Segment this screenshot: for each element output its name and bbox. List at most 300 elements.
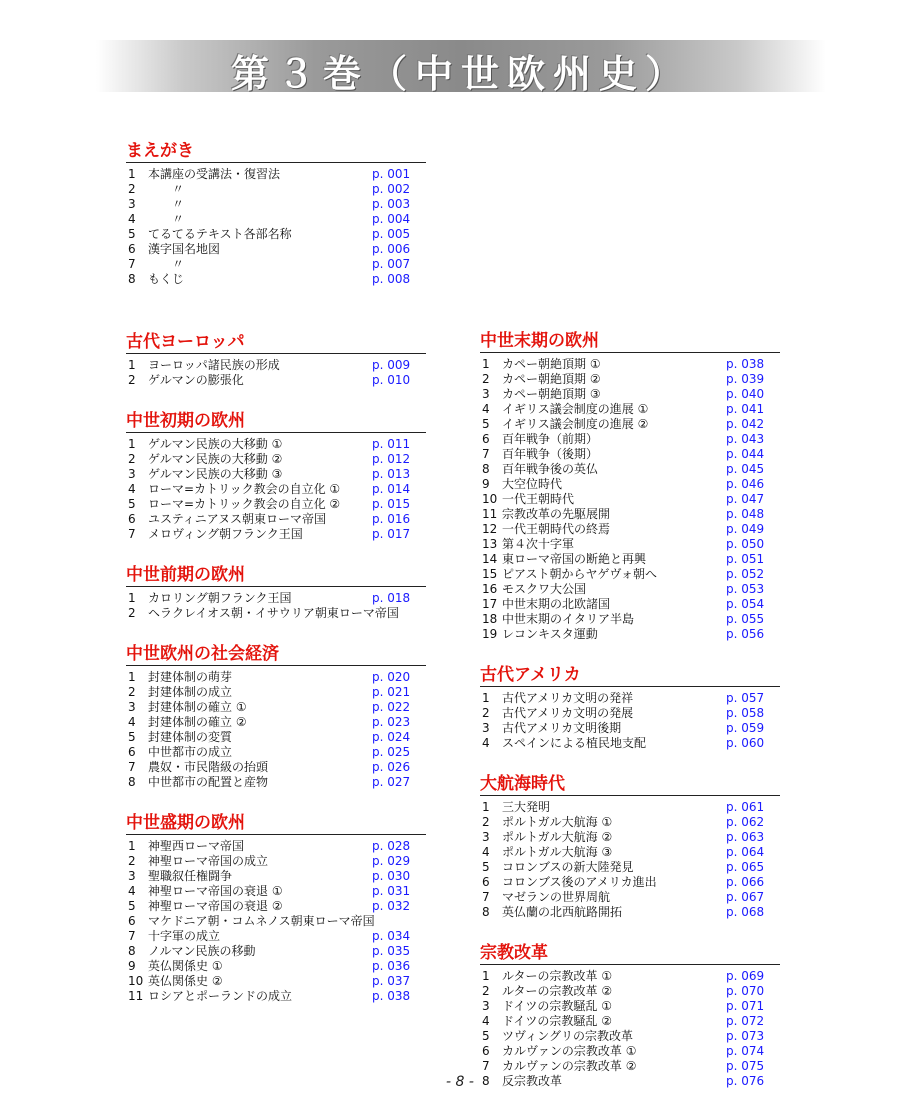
- entry-title: ルターの宗教改革 ①: [502, 969, 613, 983]
- toc-entry[interactable]: [126, 700, 426, 715]
- entry-title: ポルトガル大航海 ①: [502, 815, 613, 829]
- entry-number: 7: [128, 760, 136, 774]
- entry-title: 〃: [148, 212, 185, 226]
- entry-title: レコンキスタ運動: [502, 627, 598, 641]
- entry-number: 1: [128, 358, 136, 372]
- entry-number: 6: [128, 242, 136, 256]
- entry-title: イギリス議会制度の進展 ②: [502, 417, 649, 431]
- entry-number: 1: [128, 437, 136, 451]
- entry-number: 8: [482, 905, 490, 919]
- title-banner: [96, 40, 826, 96]
- toc-entry[interactable]: [480, 387, 780, 402]
- entry-page: p. 047: [726, 492, 765, 506]
- entry-title: 本講座の受講法・復習法: [148, 167, 281, 181]
- section-heading: 中世盛期の欧州: [126, 808, 426, 835]
- toc-entry[interactable]: [480, 905, 780, 920]
- entry-number: 3: [482, 387, 490, 401]
- toc-entry[interactable]: [480, 537, 780, 552]
- entry-number: 6: [482, 875, 490, 889]
- entry-page: p. 038: [372, 989, 411, 1003]
- page-title: 第３巻（中世欧州史）: [230, 52, 691, 96]
- entry-number: 1: [482, 357, 490, 371]
- entry-page: p. 039: [726, 372, 765, 386]
- entry-title: 漢字国名地図: [148, 242, 221, 256]
- toc-section: [126, 808, 426, 1004]
- entry-page: p. 037: [372, 974, 411, 988]
- entry-title: 第４次十字軍: [502, 537, 575, 551]
- toc-entry[interactable]: [480, 417, 780, 432]
- toc-entry[interactable]: [480, 706, 780, 721]
- entry-title: ローマ=カトリック教会の自立化 ②: [148, 497, 341, 511]
- toc-entry[interactable]: [126, 242, 426, 257]
- entry-page: p. 069: [726, 969, 765, 983]
- entry-page: p. 028: [372, 839, 411, 853]
- entry-number: 6: [482, 1044, 490, 1058]
- entry-title: ポルトガル大航海 ②: [502, 830, 613, 844]
- entry-page: p. 051: [726, 552, 765, 566]
- toc-entry[interactable]: [126, 197, 426, 212]
- entry-page: p. 012: [372, 452, 411, 466]
- entry-number: 2: [128, 685, 136, 699]
- entry-page: p. 048: [726, 507, 765, 521]
- entry-number: 3: [482, 999, 490, 1013]
- toc-section: [480, 660, 780, 751]
- entry-title: カルヴァンの宗教改革 ①: [502, 1044, 637, 1058]
- toc-entry[interactable]: [480, 721, 780, 736]
- toc-section: [126, 560, 426, 621]
- toc-entry[interactable]: [480, 567, 780, 582]
- entry-page: p. 022: [372, 700, 411, 714]
- entry-title: 中世都市の成立: [148, 745, 233, 759]
- toc-entry[interactable]: [480, 845, 780, 860]
- entry-number: 18: [482, 612, 498, 626]
- toc-entry[interactable]: [126, 929, 426, 944]
- entry-number: 10: [482, 492, 498, 506]
- section-heading: まえがき: [126, 136, 426, 163]
- toc-entry[interactable]: [480, 1044, 780, 1059]
- entry-number: 7: [482, 447, 490, 461]
- entry-title: コロンブスの新大陸発見: [502, 860, 634, 874]
- entry-number: 2: [128, 452, 136, 466]
- toc-entry[interactable]: [480, 969, 780, 984]
- entry-number: 3: [128, 197, 136, 211]
- toc-entry[interactable]: [480, 984, 780, 999]
- entry-title: ヘラクレイオス朝・イサウリア朝東ローマ帝国: [148, 606, 399, 620]
- entry-number: 4: [128, 212, 136, 226]
- entry-number: 2: [128, 606, 136, 620]
- entry-number: 4: [482, 845, 490, 859]
- entry-title: 封建体制の萌芽: [148, 670, 233, 684]
- entry-number: 8: [128, 775, 136, 789]
- toc-entry[interactable]: [480, 507, 780, 522]
- entry-page: p. 055: [726, 612, 765, 626]
- entry-number: 2: [128, 182, 136, 196]
- entry-title: 英仏関係史 ①: [148, 959, 223, 973]
- section-heading: 中世末期の欧州: [480, 326, 780, 353]
- entry-title: 〃: [148, 197, 185, 211]
- entry-title: コロンブス後のアメリカ進出: [502, 875, 657, 889]
- toc-section: [126, 639, 426, 790]
- entry-page: p. 057: [726, 691, 765, 705]
- entry-title: 中世都市の配置と産物: [148, 775, 269, 789]
- entry-page: p. 052: [726, 567, 765, 581]
- entry-page: p. 064: [726, 845, 765, 859]
- toc-entry[interactable]: [480, 522, 780, 537]
- entry-number: 12: [482, 522, 498, 536]
- entry-number: 13: [482, 537, 498, 551]
- entry-title: カロリング朝フランク王国: [148, 591, 292, 605]
- toc-entry[interactable]: [480, 800, 780, 815]
- entry-number: 19: [482, 627, 498, 641]
- toc-entry[interactable]: [480, 462, 780, 477]
- toc-entry[interactable]: [480, 1014, 780, 1029]
- entry-page: p. 070: [726, 984, 765, 998]
- entry-title: 百年戦争後の英仏: [502, 462, 599, 476]
- toc-entry[interactable]: [480, 736, 780, 751]
- entry-number: 5: [128, 227, 136, 241]
- entry-title: スペインによる植民地支配: [502, 736, 647, 750]
- entry-title: ドイツの宗教騒乱 ①: [502, 999, 612, 1013]
- entry-title: ピアスト朝からヤゲヴォ朝へ: [502, 567, 658, 581]
- toc-entry[interactable]: [480, 582, 780, 597]
- toc-entry[interactable]: [126, 606, 426, 621]
- toc-entry[interactable]: [480, 402, 780, 417]
- toc-entry[interactable]: [480, 890, 780, 905]
- entry-title: ゲルマン民族の大移動 ③: [148, 467, 283, 481]
- entry-page: p. 038: [726, 357, 765, 371]
- toc-entry[interactable]: [480, 860, 780, 875]
- entry-title: 英仏関係史 ②: [148, 974, 223, 988]
- toc-entry[interactable]: [480, 875, 780, 890]
- entry-number: 2: [482, 372, 490, 386]
- toc-entry[interactable]: [126, 358, 426, 373]
- entry-title: 中世末期の北欧諸国: [502, 597, 611, 611]
- toc-entry[interactable]: [126, 257, 426, 272]
- entry-page: p. 072: [726, 1014, 765, 1028]
- entry-title: 古代アメリカ文明の発祥: [502, 691, 634, 705]
- entry-number: 7: [128, 527, 136, 541]
- entry-page: p. 004: [372, 212, 411, 226]
- entry-number: 16: [482, 582, 498, 596]
- toc-entry[interactable]: [126, 452, 426, 467]
- entry-title: ツヴィングリの宗教改革: [502, 1029, 634, 1043]
- entry-page: p. 010: [372, 373, 411, 387]
- entry-page: p. 020: [372, 670, 411, 684]
- toc-entry[interactable]: [126, 272, 426, 287]
- toc-entry[interactable]: [480, 691, 780, 706]
- toc-entry[interactable]: [480, 357, 780, 372]
- entry-title: マケドニア朝・コムネノス朝東ローマ帝国: [148, 914, 375, 928]
- toc-entry[interactable]: [126, 959, 426, 974]
- entry-number: 6: [482, 432, 490, 446]
- entry-title: 神聖ローマ帝国の衰退 ②: [148, 899, 283, 913]
- entry-page: p. 031: [372, 884, 411, 898]
- entry-page: p. 026: [372, 760, 411, 774]
- entry-page: p. 030: [372, 869, 411, 883]
- entry-number: 5: [128, 497, 136, 511]
- toc-entry[interactable]: [480, 1059, 780, 1074]
- section-heading: 宗教改革: [480, 938, 780, 965]
- entry-number: 3: [128, 467, 136, 481]
- entry-page: p. 003: [372, 197, 411, 211]
- entry-title: 封建体制の確立 ①: [148, 700, 247, 714]
- entry-number: 4: [128, 715, 136, 729]
- entry-number: 1: [482, 969, 490, 983]
- entry-number: 5: [482, 860, 490, 874]
- entry-title: 古代アメリカ文明の発展: [502, 706, 634, 720]
- entry-title: 三大発明: [502, 800, 551, 814]
- entry-number: 1: [128, 839, 136, 853]
- toc-entry[interactable]: [480, 477, 780, 492]
- toc-entry[interactable]: [126, 745, 426, 760]
- entry-page: p. 013: [372, 467, 411, 481]
- toc-section: [126, 327, 426, 388]
- entry-number: 4: [482, 736, 490, 750]
- toc-entry[interactable]: [126, 212, 426, 227]
- entry-title: 東ローマ帝国の断絶と再興: [502, 552, 647, 566]
- entry-number: 6: [128, 914, 136, 928]
- entry-number: 4: [482, 1014, 490, 1028]
- entry-number: 5: [128, 899, 136, 913]
- toc-entry[interactable]: [126, 512, 426, 527]
- toc-entry[interactable]: [126, 730, 426, 745]
- entry-page: p. 046: [726, 477, 765, 491]
- toc-section: [480, 769, 780, 920]
- entry-page: p. 061: [726, 800, 765, 814]
- entry-number: 6: [128, 745, 136, 759]
- entry-page: p. 007: [372, 257, 411, 271]
- entry-page: p. 049: [726, 522, 765, 536]
- entry-page: p. 073: [726, 1029, 765, 1043]
- entry-page: p. 054: [726, 597, 765, 611]
- left-column: [126, 136, 426, 1022]
- entry-page: p. 045: [726, 462, 765, 476]
- entry-number: 2: [128, 373, 136, 387]
- entry-number: 11: [128, 989, 144, 1003]
- entry-number: 4: [128, 884, 136, 898]
- toc-entry[interactable]: [126, 839, 426, 854]
- entry-number: 7: [482, 890, 490, 904]
- entry-number: 5: [482, 1029, 490, 1043]
- entry-page: p. 040: [726, 387, 765, 401]
- entry-page: p. 056: [726, 627, 765, 641]
- entry-page: p. 027: [372, 775, 411, 789]
- toc-entry[interactable]: [480, 597, 780, 612]
- section-heading: 中世初期の欧州: [126, 406, 426, 433]
- entry-number: 4: [482, 402, 490, 416]
- entry-number: 10: [128, 974, 144, 988]
- entry-page: p. 071: [726, 999, 765, 1013]
- toc-entry[interactable]: [126, 373, 426, 388]
- entry-page: p. 060: [726, 736, 765, 750]
- entry-page: p. 053: [726, 582, 765, 596]
- entry-number: 8: [128, 272, 136, 286]
- entry-page: p. 041: [726, 402, 765, 416]
- entry-page: p. 036: [372, 959, 411, 973]
- toc-entry[interactable]: [480, 492, 780, 507]
- entry-title: 十字軍の成立: [148, 929, 221, 943]
- entry-title: 一代王朝時代: [502, 492, 575, 506]
- entry-title: 英仏蘭の北西航路開拓: [502, 905, 623, 919]
- section-heading: 古代ヨーロッパ: [126, 327, 426, 354]
- toc-entry[interactable]: [126, 869, 426, 884]
- toc-entry[interactable]: [480, 372, 780, 387]
- entry-page: p. 015: [372, 497, 411, 511]
- toc-entry[interactable]: [126, 437, 426, 452]
- entry-page: p. 016: [372, 512, 411, 526]
- entry-page: p. 050: [726, 537, 765, 551]
- entry-page: p. 067: [726, 890, 765, 904]
- entry-title: カルヴァンの宗教改革 ②: [502, 1059, 637, 1073]
- entry-title: ポルトガル大航海 ③: [502, 845, 613, 859]
- toc-section: [126, 136, 426, 287]
- toc-section: [480, 938, 780, 1089]
- right-column: [480, 326, 780, 1107]
- entry-title: 聖職叙任権闘争: [148, 869, 233, 883]
- entry-page: p. 009: [372, 358, 411, 372]
- entry-page: p. 076: [726, 1074, 765, 1088]
- entry-title: 神聖西ローマ帝国: [148, 839, 245, 853]
- entry-title: ユスティニアヌス朝東ローマ帝国: [148, 512, 326, 526]
- section-heading: 中世欧州の社会経済: [126, 639, 426, 666]
- entry-page: p. 062: [726, 815, 765, 829]
- section-heading: 中世前期の欧州: [126, 560, 426, 587]
- toc-entry[interactable]: [126, 914, 426, 929]
- entry-page: p. 001: [372, 167, 411, 181]
- entry-title: 大空位時代: [502, 477, 563, 491]
- toc-entry[interactable]: [126, 989, 426, 1004]
- toc-entry[interactable]: [126, 944, 426, 959]
- entry-title: カペー朝絶頂期 ②: [502, 372, 601, 386]
- entry-number: 2: [482, 706, 490, 720]
- toc-entry[interactable]: [126, 974, 426, 989]
- entry-page: p. 024: [372, 730, 411, 744]
- entry-page: p. 075: [726, 1059, 765, 1073]
- entry-number: 15: [482, 567, 498, 581]
- entry-number: 4: [128, 482, 136, 496]
- entry-page: p. 023: [372, 715, 411, 729]
- entry-number: 7: [128, 257, 136, 271]
- entry-page: p. 066: [726, 875, 765, 889]
- entry-number: 7: [128, 929, 136, 943]
- toc-entry[interactable]: [126, 715, 426, 730]
- entry-page: p. 042: [726, 417, 765, 431]
- toc-entry[interactable]: [480, 612, 780, 627]
- entry-title: イギリス議会制度の進展 ①: [502, 402, 649, 416]
- entry-title: ヨーロッパ諸民族の形成: [148, 358, 280, 372]
- entry-number: 2: [482, 984, 490, 998]
- toc-entry[interactable]: [126, 884, 426, 899]
- toc-entry[interactable]: [126, 167, 426, 182]
- entry-page: p. 043: [726, 432, 765, 446]
- toc-entry[interactable]: [126, 227, 426, 242]
- entry-title: ロシアとポーランドの成立: [148, 989, 293, 1003]
- entry-number: 9: [128, 959, 136, 973]
- toc-entry[interactable]: [126, 760, 426, 775]
- entry-page: p. 044: [726, 447, 765, 461]
- entry-number: 3: [128, 700, 136, 714]
- entry-title: 古代アメリカ文明後期: [502, 721, 622, 735]
- entry-title: 百年戦争（前期）: [502, 432, 599, 446]
- entry-number: 2: [482, 815, 490, 829]
- entry-number: 8: [482, 1074, 490, 1088]
- toc-entry[interactable]: [480, 447, 780, 462]
- toc-entry[interactable]: [126, 670, 426, 685]
- entry-number: 1: [128, 591, 136, 605]
- section-heading: 大航海時代: [480, 769, 780, 796]
- entry-number: 3: [482, 830, 490, 844]
- entry-page: p. 059: [726, 721, 765, 735]
- entry-number: 8: [482, 462, 490, 476]
- entry-page: p. 034: [372, 929, 411, 943]
- entry-title: カペー朝絶頂期 ①: [502, 357, 601, 371]
- page-number: - 8 -: [446, 1074, 474, 1090]
- entry-page: p. 017: [372, 527, 411, 541]
- entry-title: メロヴィング朝フランク王国: [148, 527, 303, 541]
- toc-entry[interactable]: [126, 467, 426, 482]
- entry-title: 神聖ローマ帝国の衰退 ①: [148, 884, 283, 898]
- entry-number: 17: [482, 597, 498, 611]
- toc-entry[interactable]: [480, 999, 780, 1014]
- entry-title: 中世末期のイタリア半島: [502, 612, 635, 626]
- entry-title: 反宗教改革: [502, 1074, 563, 1088]
- toc-entry[interactable]: [480, 432, 780, 447]
- toc-entry[interactable]: [126, 482, 426, 497]
- entry-page: p. 005: [372, 227, 411, 241]
- entry-page: p. 074: [726, 1044, 765, 1058]
- entry-title: カペー朝絶頂期 ③: [502, 387, 601, 401]
- toc-entry[interactable]: [126, 591, 426, 606]
- entry-title: ドイツの宗教騒乱 ②: [502, 1014, 612, 1028]
- toc-entry[interactable]: [126, 527, 426, 542]
- entry-title: 百年戦争（後期）: [502, 447, 599, 461]
- entry-title: もくじ: [148, 272, 185, 286]
- toc-entry[interactable]: [480, 552, 780, 567]
- entry-title: 宗教改革の先駆展開: [502, 507, 611, 521]
- entry-page: p. 058: [726, 706, 765, 720]
- toc-entry[interactable]: [126, 775, 426, 790]
- toc-entry[interactable]: [480, 627, 780, 642]
- entry-page: p. 018: [372, 591, 411, 605]
- toc-section: [126, 406, 426, 542]
- toc-entry[interactable]: [480, 815, 780, 830]
- toc-entry[interactable]: [126, 685, 426, 700]
- toc-entry[interactable]: [126, 899, 426, 914]
- entry-number: 14: [482, 552, 498, 566]
- toc-entry[interactable]: [126, 497, 426, 512]
- entry-title: ローマ=カトリック教会の自立化 ①: [148, 482, 341, 496]
- toc-entry[interactable]: [480, 830, 780, 845]
- entry-number: 7: [482, 1059, 490, 1073]
- entry-number: 2: [128, 854, 136, 868]
- entry-number: 11: [482, 507, 498, 521]
- entry-page: p. 029: [372, 854, 411, 868]
- entry-page: p. 006: [372, 242, 411, 256]
- entry-number: 1: [128, 167, 136, 181]
- entry-number: 3: [482, 721, 490, 735]
- entry-title: ルターの宗教改革 ②: [502, 984, 613, 998]
- entry-title: 〃: [148, 182, 185, 196]
- toc-section: [480, 326, 780, 642]
- entry-number: 5: [128, 730, 136, 744]
- toc-entry[interactable]: [126, 854, 426, 869]
- entry-title: ゲルマンの膨張化: [148, 373, 244, 387]
- toc-entry[interactable]: [480, 1029, 780, 1044]
- toc-entry[interactable]: [126, 182, 426, 197]
- section-heading: 古代アメリカ: [480, 660, 780, 687]
- entry-title: ノルマン民族の移動: [148, 944, 256, 958]
- entry-title: 〃: [148, 257, 185, 271]
